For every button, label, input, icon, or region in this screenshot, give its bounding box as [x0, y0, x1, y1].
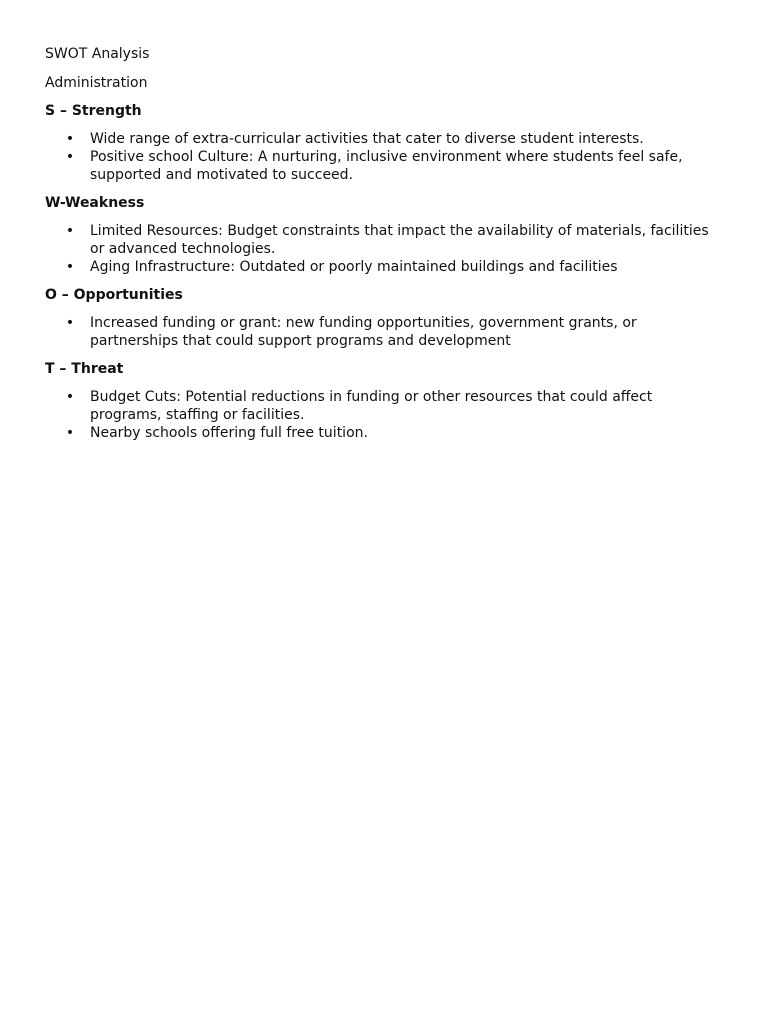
- section-heading-threat: T – Threat: [45, 361, 124, 377]
- strength-list: [45, 130, 723, 184]
- bullet-icon: •: [65, 259, 75, 275]
- list-item: [45, 424, 723, 442]
- section-opportunities: [45, 286, 723, 350]
- bullet-icon: •: [65, 315, 75, 331]
- list-item: [45, 258, 723, 276]
- list-item-text: Positive school Culture: A nurturing, inclusive environment where students feel safe, supported and motivated to succeed.: [90, 149, 683, 183]
- list-item-text: Budget Cuts: Potential reductions in funding or other resources that could affect programs, staffing or facilities.: [90, 389, 653, 423]
- list-item: [45, 222, 723, 258]
- bullet-icon: •: [65, 425, 75, 441]
- list-item: [45, 130, 723, 148]
- list-item-text: Nearby schools offering full free tuition.: [90, 425, 368, 441]
- opportunities-list: [45, 314, 723, 350]
- list-item-text: Increased funding or grant: new funding opportunities, government grants, or partnerships that could support programs and development: [90, 315, 637, 349]
- document-subtitle: Administration: [45, 75, 148, 91]
- list-item-text: Wide range of extra-curricular activities that cater to diverse student interests.: [90, 131, 644, 147]
- bullet-icon: •: [65, 149, 75, 165]
- list-item-text: Limited Resources: Budget constraints that impact the availability of materials, facilities or advanced technologies.: [90, 223, 709, 257]
- section-heading-weakness: W-Weakness: [45, 195, 145, 211]
- section-heading-opportunities: O – Opportunities: [45, 287, 183, 303]
- threat-list: [45, 388, 723, 442]
- bullet-icon: •: [65, 389, 75, 405]
- section-threat: [45, 360, 723, 442]
- bullet-icon: •: [65, 131, 75, 147]
- section-heading-strength: S – Strength: [45, 103, 142, 119]
- list-item: [45, 314, 723, 350]
- document-title: SWOT Analysis: [45, 46, 150, 62]
- list-item: [45, 148, 723, 184]
- section-weakness: [45, 194, 723, 276]
- list-item-text: Aging Infrastructure: Outdated or poorly maintained buildings and facilities: [90, 259, 618, 275]
- bullet-icon: •: [65, 223, 75, 239]
- weakness-list: [45, 222, 723, 276]
- list-item: [45, 388, 723, 424]
- section-strength: [45, 102, 723, 184]
